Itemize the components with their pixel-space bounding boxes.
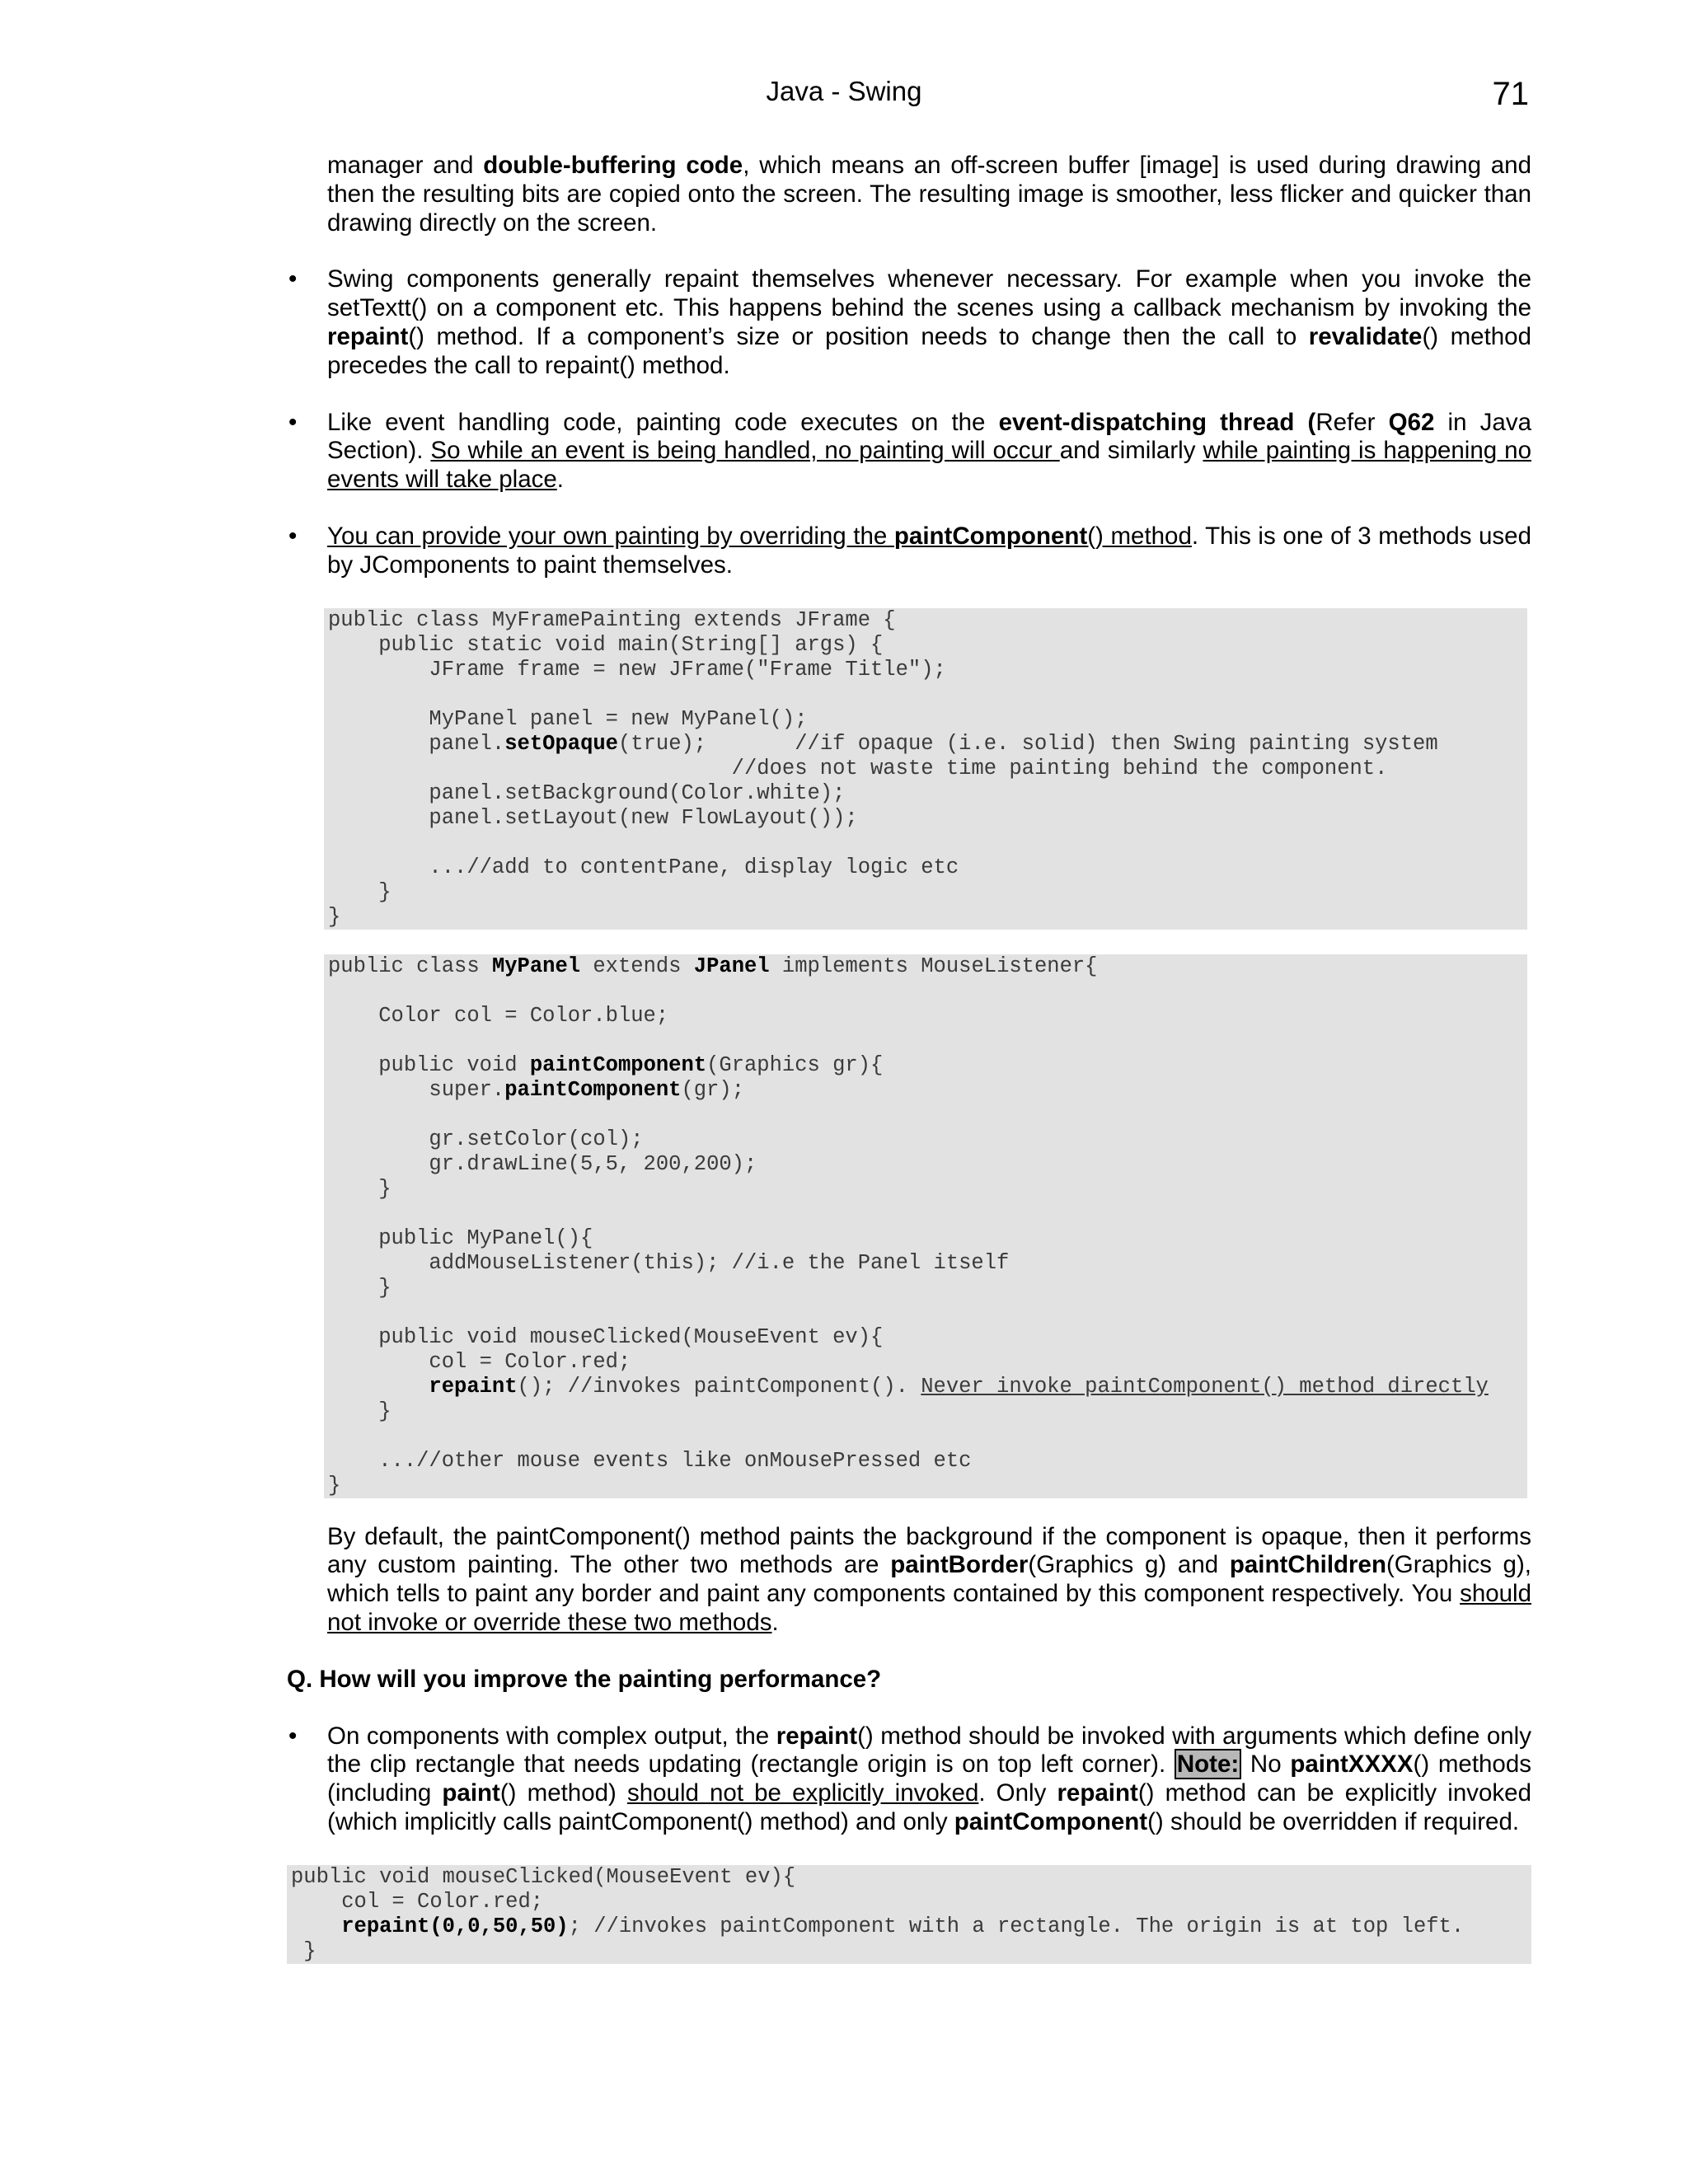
bullet-repaint-themselves: • Swing components generally repaint themselves whenever necessary. For example when you invoke the setTextt() on a component etc. This happens behind the scenes using a callback mechanism by invoking the repaint() method. If a component’s size or position needs to change then the call to revalidate() method precedes the call to repaint() method. [327, 265, 1531, 380]
paragraph-double-buffering: manager and double-buffering code, which means an off-screen buffer [image] is used during drawing and then the resulting bits are copied onto the screen. The resulting image is smoother, less flicker and quicker than drawing directly on the screen. [327, 152, 1531, 237]
code-block-my-panel: public class MyPanel extends JPanel implements MouseListener{ Color col = Color.blue; public void paintComponent(Graphics gr){ super.paintComponent(gr); gr.setColor(col); gr.drawLine(5,5, 200,200); } public MyPanel(){ addMouseListener(this); //i.e the Panel itself } public void mouseClicked(MouseEvent ev){ col = Color.red; repaint(); //invokes paintComponent(). Never invoke paintComponent() method directly } ...//other mouse events like onMousePressed etc } [324, 954, 1527, 1498]
bullet-event-dispatching-thread: • Like event handling code, painting code executes on the event-dispatching thread (Refer Q62 in Java Section). So while an event is being handled, no painting will occur and similarly while painting is happening no events will take place. [327, 409, 1531, 494]
bullet-clip-rectangle: • On components with complex output, the repaint() method should be invoked with arguments which define only the clip rectangle that needs updating (rectangle origin is on top left corner). Note: No paintXXXX() methods (including paint() method) should not be explicitly invoked. Only repaint() method can be explicitly invoked (which implicitly calls paintComponent() method) and only paintComponent() should be overridden if required. [327, 1722, 1531, 1837]
note-label: Note: [1175, 1749, 1241, 1779]
code-block-frame-painting: public class MyFramePainting extends JFrame { public static void main(String[] args) { JFrame frame = new JFrame("Frame Title"); MyPanel panel = new MyPanel(); panel.setOpaque(true); //if opaque (i.e. solid) then Swing painting system //does not waste time painting behind the component. panel.setBackground(Color.white); panel.setLayout(new FlowLayout()); ...//add to contentPane, display logic etc } } [324, 608, 1527, 930]
bullet-paint-component: • You can provide your own painting by overriding the paintComponent() method. This is one of 3 methods used by JComponents to paint themselves. [327, 523, 1531, 580]
code-block-repaint-rectangle: public void mouseClicked(MouseEvent ev){ col = Color.red; repaint(0,0,50,50); //invokes paintComponent with a rectangle. The origin is at top left. } [287, 1865, 1531, 1964]
paragraph-default-paint: By default, the paintComponent() method paints the background if the component is opaque, then it performs any custom painting. The other two methods are paintBorder(Graphics g) and paintChildren(Graphics g), which tells to paint any border and paint any components contained by this component respectively. You should not invoke or override these two methods. [327, 1522, 1531, 1636]
page-number: 71 [1492, 76, 1529, 112]
page-content [287, 152, 1531, 1989]
running-header-title: Java - Swing [766, 76, 922, 106]
question-heading: Q. How will you improve the painting performance? [287, 1665, 882, 1693]
